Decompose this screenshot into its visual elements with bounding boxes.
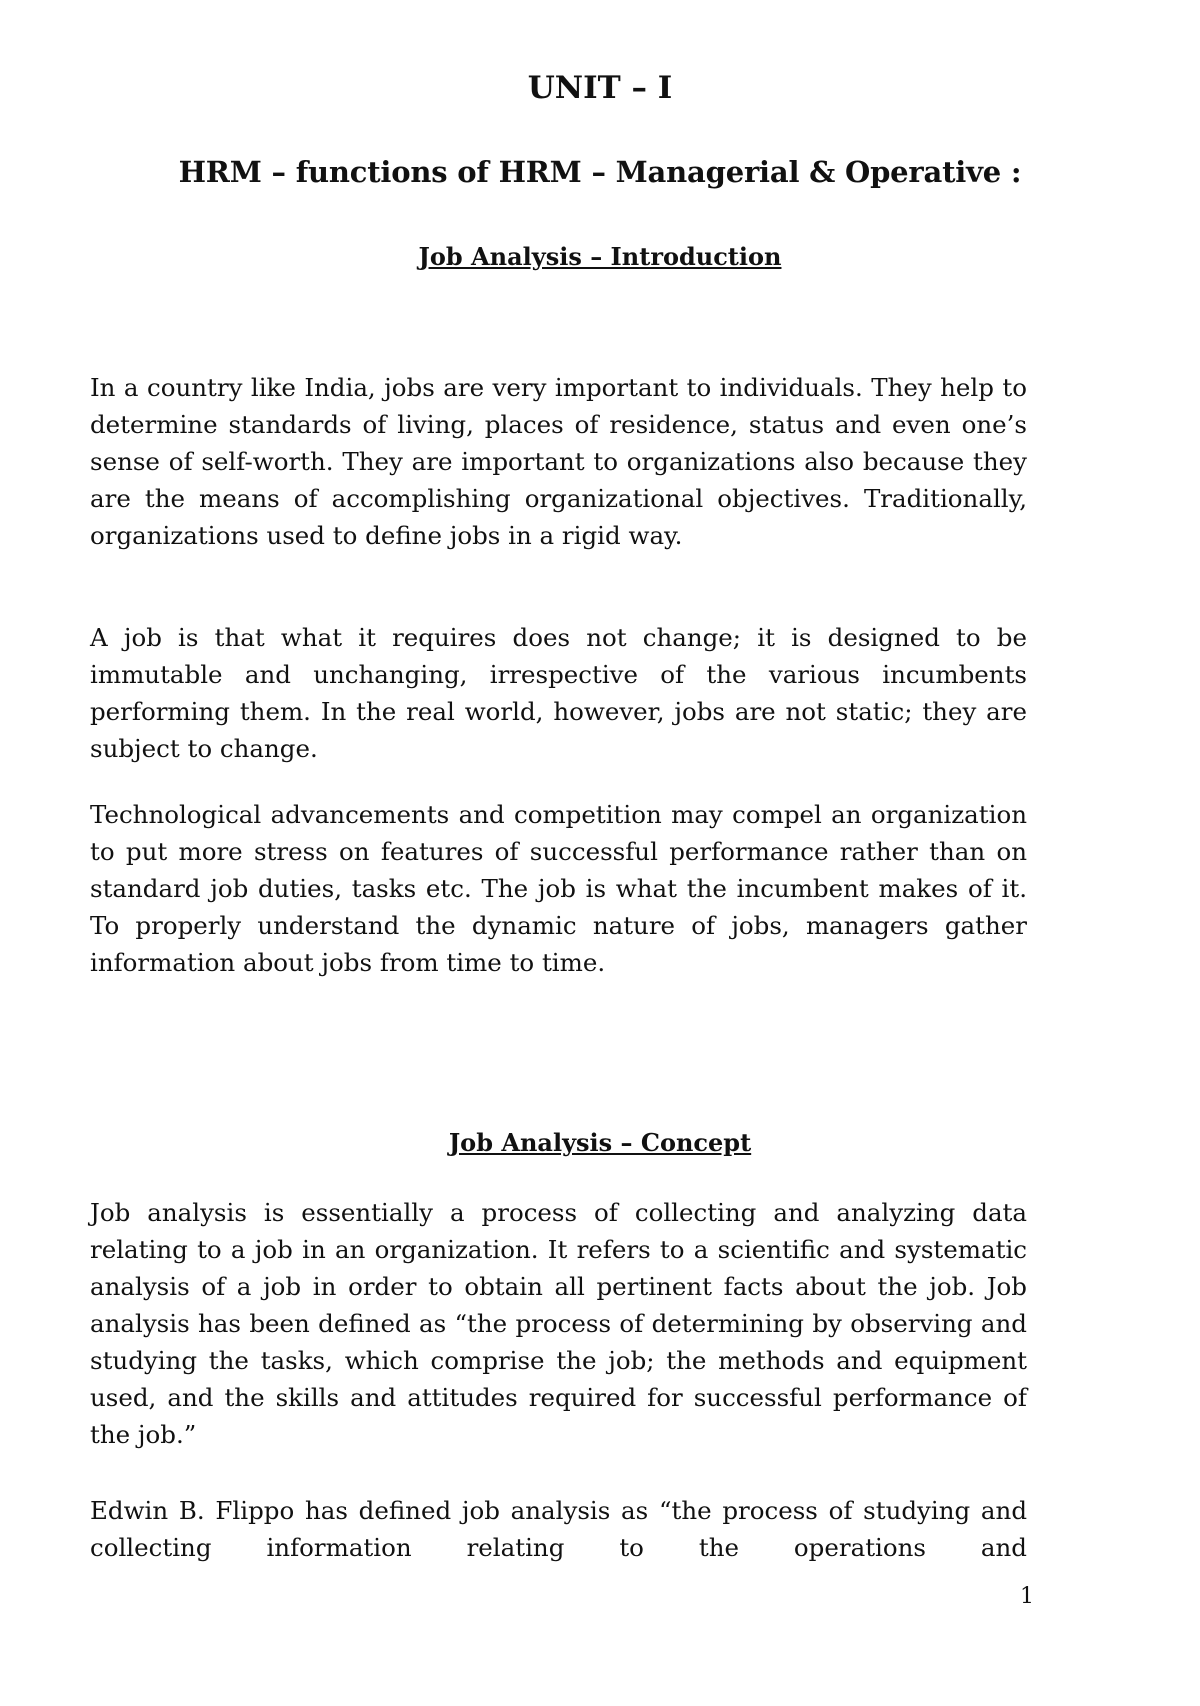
page-number: 1 [1020, 1584, 1034, 1609]
paragraph: A job is that what it requires does not change; it is designed to be immutable and unchanging, irrespective of the various incumbents performing them. In the real world, however, jobs are not static; they are subject to change. [90, 623, 1027, 763]
unit-title: UNIT – I [527, 70, 673, 106]
section-heading-introduction: Job Analysis – Introduction [418, 242, 782, 271]
paragraph: Job analysis is essentially a process of collecting and analyzing data relating to a job in an organization. It refers to a scientific and systematic analysis of a job in order to obtain all pertinent facts about the job. Job analysis has been defined as “the process of determining by observing and studying the tasks, which comprise the job; the methods and equipment used, and the skills and attitudes required for successful performance of the job.” [90, 1198, 1027, 1449]
paragraph: In a country like India, jobs are very important to individuals. They help to determine standards of living, places of residence, status and even one’s sense of self-worth. They are important to organizations also because they are the means of accomplishing organizational objectives. Traditionally, organizations used to define jobs in a rigid way. [90, 373, 1027, 550]
paragraph: Technological advancements and competition may compel an organization to put more stress on features of successful performance rather than on standard job duties, tasks etc. The job is what the incumbent makes of it. To properly understand the dynamic nature of jobs, managers gather information about jobs from time to time. [90, 800, 1027, 977]
paragraph: Edwin B. Flippo has defined job analysis as “the process of studying and collecting information relating to the operations and [90, 1496, 1027, 1562]
section-heading-concept: Job Analysis – Concept [448, 1128, 752, 1157]
main-title: HRM – functions of HRM – Managerial & Operative : [178, 155, 1022, 189]
